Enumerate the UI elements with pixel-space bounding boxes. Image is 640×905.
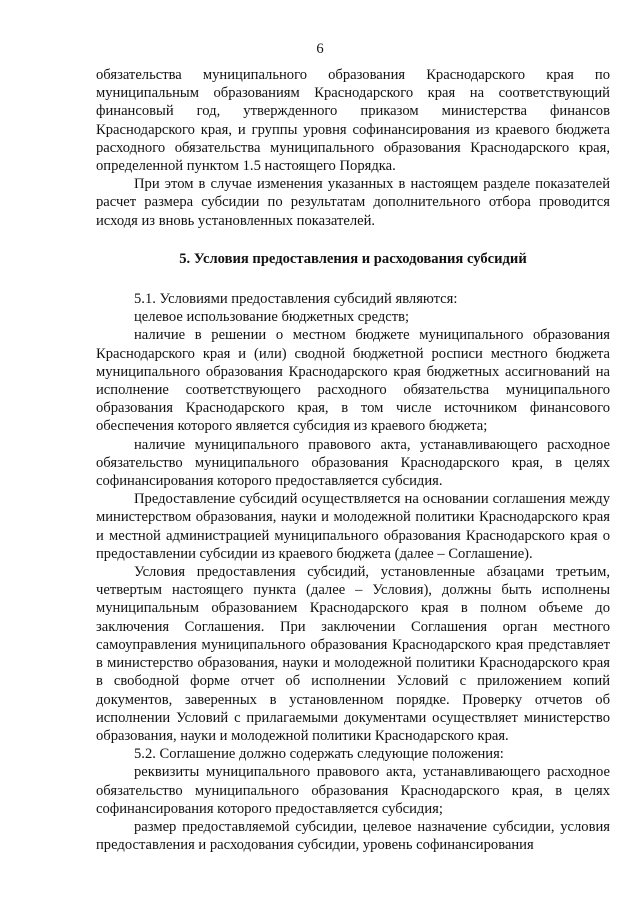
paragraph: При этом в случае изменения указанных в настоящем разделе показателей расчет размера субсидии по результатам дополнительного отбора проводится исходя из вновь установленных показателей. [96, 176, 610, 229]
clause-5-1: 5.1. Условиями предоставления субсидий являются: [134, 291, 458, 308]
paragraph: реквизиты муниципального правового акта, устанавливающего расходное обязательство муниципального образования Краснодарского края, в целях софинансирования которого предоставляется субсидия; [96, 764, 610, 817]
clause-5-2: 5.2. Соглашение должно содержать следующие положения: [134, 746, 504, 763]
section-heading: 5. Условия предоставления и расходования субсидий [179, 250, 527, 267]
paragraph: Предоставление субсидий осуществляется на основании соглашения между министерством образования, науки и молодежной политики Краснодарского края и местной администрацией муниципального образования Краснодарского края о предоставлении субсидии из краевого бюджета (далее – Соглашение). [96, 491, 610, 562]
page-number: 6 [316, 41, 324, 57]
paragraph: Условия предоставления субсидий, установленные абзацами третьим, четвертым настоящего пункта (далее – Условия), должны быть исполнены муниципальным образованием Краснодарского края в полном объеме до заключения Соглашения. При заключении Соглашения орган местного самоуправления муниципального образования Краснодарского края представляет в министерство образования, науки и молодежной политики Краснодарского края в свободной форме отчет об исполнении Условий с приложением копий документов, заверенных в установленном порядке. Проверку отчетов об исполнении Условий с прилагаемыми документами осуществляет министерство образования, науки и молодежной политики Краснодарского края. [96, 564, 610, 744]
paragraph: наличие в решении о местном бюджете муниципального образования Краснодарского края и (или) сводной бюджетной росписи местного бюджета муниципального образования Краснодарского края бюджетных ассигнований на исполнение соответствующего расходного обязательства муниципального образования Краснодарского края, в том числе источником финансового обеспечения которого является субсидия из краевого бюджета; [96, 327, 610, 435]
paragraph: целевое использование бюджетных средств; [134, 309, 410, 326]
paragraph: размер предоставляемой субсидии, целевое назначение субсидии, условия предоставления и расходования субсидии, уровень софинансирования [96, 818, 610, 854]
paragraph: наличие муниципального правового акта, устанавливающего расходное обязательство муниципального образования Краснодарского края, в целях софинансирования которого предоставляется субсидия. [96, 436, 610, 490]
document-body [96, 66, 610, 854]
paragraph-continued: обязательства муниципального образования Краснодарского края по муниципальным образованиям Краснодарского края на соответствующий финансовый год, утвержденного приказом министерства финансов Краснодарского края, и группы уровня софинансирования из краевого бюджета расходного обязательства муниципального образования Краснодарского края, определенной пунктом 1.5 настоящего Порядка. [96, 67, 610, 175]
